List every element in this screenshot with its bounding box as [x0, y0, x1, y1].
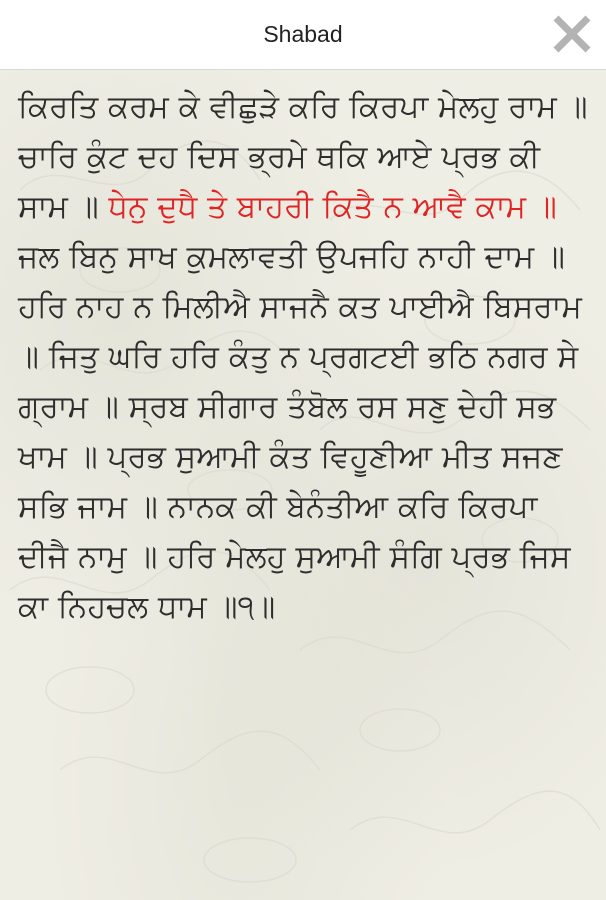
shabad-text-before: ਕਿਰਤਿ ਕਰਮ ਕੇ ਵੀਛੁੜੇ ਕਰਿ ਕਿਰਪਾ ਮੇਲਹੁ ਰਾਮ ॥ ਚਾਰਿ ਕੁੰਟ ਦਹ ਦਿਸ ਭ੍ਰਮੇ ਥਕਿ ਆਏ ਪ੍ਰਭ ਕੀ ਸਾਮ ॥	[18, 89, 588, 225]
close-icon	[552, 14, 592, 54]
shabad-highlighted-line: ਧੇਨੁ ਦੁਧੈ ਤੇ ਬਾਹਰੀ ਕਿਤੈ ਨ ਆਵੈ ਕਾਮ ॥	[108, 189, 557, 225]
page-title: Shabad	[263, 21, 343, 47]
shabad-text	[18, 82, 592, 632]
shabad-content[interactable]	[0, 70, 606, 900]
shabad-text-after: ਜਲ ਬਿਨੁ ਸਾਖ ਕੁਮਲਾਵਤੀ ਉਪਜਹਿ ਨਾਹੀ ਦਾਮ ॥ ਹਰਿ ਨਾਹ ਨ ਮਿਲੀਐ ਸਾਜਨੈ ਕਤ ਪਾਈਐ ਬਿਸਰਾਮ ॥ ਜਿਤੁ ਘਰਿ ਹਰਿ ਕੰਤੁ ਨ ਪ੍ਰਗਟਈ ਭਠਿ ਨਗਰ ਸੇ ਗ੍ਰਾਮ ॥ ਸ੍ਰਬ ਸੀਗਾਰ ਤੰਬੋਲ ਰਸ ਸਣੁ ਦੇਹੀ ਸਭ ਖਾਮ ॥ ਪ੍ਰਭ ਸੁਆਮੀ ਕੰਤ ਵਿਹੂਣੀਆ ਮੀਤ ਸਜਣ ਸਭਿ ਜਾਮ ॥ ਨਾਨਕ ਕੀ ਬੇਨੰਤੀਆ ਕਰਿ ਕਿਰਪਾ ਦੀਜੈ ਨਾਮੁ ॥ ਹਰਿ ਮੇਲਹੁ ਸੁਆਮੀ ਸੰਗਿ ਪ੍ਰਭ ਜਿਸ ਕਾ ਨਿਹਚਲ ਧਾਮ ॥੧॥	[18, 239, 582, 625]
top-bar	[0, 0, 606, 70]
close-button[interactable]	[552, 14, 592, 54]
